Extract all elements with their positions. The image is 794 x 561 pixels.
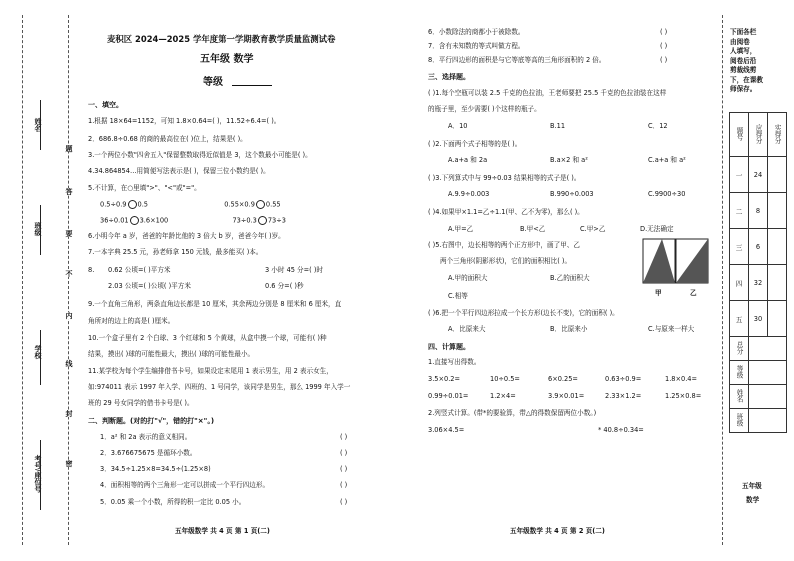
- choice-4: ( )4.如果甲×1.1=乙÷1.1(甲、乙不为零)，那么( )。: [428, 208, 584, 216]
- judge-4: 4．面积相等的两个三角形一定可以拼成一个平行四边形。: [100, 481, 270, 489]
- vertical-calc-2[interactable]: * 40.8÷0.34=: [598, 426, 644, 434]
- page-footer-left: 五年级数学 共 4 页 第 1 页(二): [175, 527, 270, 535]
- compare-circle[interactable]: [128, 200, 137, 209]
- compare-circle[interactable]: [130, 216, 139, 225]
- choice-1-option-a[interactable]: A．10: [448, 122, 468, 130]
- page-footer-right: 五年级数学 共 4 页 第 2 页(二): [510, 527, 605, 535]
- calc-1-2[interactable]: 10÷0.5=: [490, 375, 520, 383]
- class-row-label: [730, 409, 749, 433]
- figure-label-jia: 甲: [655, 289, 662, 297]
- question-11c: 班的 29 号女同学的借书卡号是( )。: [88, 399, 194, 407]
- name-field[interactable]: [40, 100, 41, 150]
- question-8b: 3 小时 45 分=( )时: [265, 266, 324, 274]
- question-11a: 11.某学校为每个学生编排借书卡号，如果设定末尾用 1 表示男生，用 2 表示女生，: [88, 367, 333, 375]
- judge-answer-3[interactable]: ( ): [340, 465, 348, 473]
- judge-6: 6．小数除法的商都小于被除数。: [428, 28, 525, 36]
- judge-answer-7[interactable]: ( ): [660, 42, 668, 50]
- row-score: 24: [749, 157, 768, 193]
- name-label: 姓名: [34, 118, 42, 132]
- judge-answer-1[interactable]: ( ): [340, 433, 348, 441]
- question-4: 4.34.864854…用简便写法表示是( )，保留三位小数约是( )。: [88, 167, 270, 175]
- sidebar-note: [730, 28, 763, 95]
- header-actual-score: [768, 113, 787, 157]
- compare-c: 0.55×0.9: [224, 200, 255, 209]
- class-row-text: 班级: [735, 412, 743, 427]
- exam-title: 麦积区 2024—2025 学年度第一学期教育教学质量监测试卷: [107, 34, 336, 44]
- row-score: 30: [749, 301, 768, 337]
- calc-1-1[interactable]: 3.5×0.2=: [428, 375, 461, 383]
- question-8d: 0.6 分=( )秒: [265, 282, 304, 290]
- note-line: 阅卷后沿: [730, 56, 757, 65]
- class-field[interactable]: [40, 205, 41, 255]
- question-11b: 如:974011 表示 1997 年入学、四班的、1 号同学，该同学是男生，那么 1999 年入学一: [88, 383, 351, 391]
- section-calc: 四、计算题。: [428, 343, 470, 351]
- choice-6: ( )6.把一个平行四边形拉成一个长方形(边长不变)，它的面积( )。: [428, 309, 619, 317]
- row-score: 32: [749, 265, 768, 301]
- choice-6-option-a[interactable]: A．比原来大: [448, 325, 486, 333]
- choice-1-option-c[interactable]: C．12: [648, 122, 668, 130]
- calc-2-5[interactable]: 1.25×0.8=: [665, 392, 702, 400]
- row-actual[interactable]: [768, 229, 787, 265]
- cut-mark-5: 内: [65, 312, 73, 319]
- judge-8: 8．平行四边形的面积是与它等底等高的三角形面积的 2 倍。: [428, 56, 606, 64]
- figure-label-yi: 乙: [690, 289, 697, 297]
- note-line: 由阅卷: [730, 37, 750, 46]
- school-label: 学校: [34, 345, 42, 359]
- choice-5b: 两个三角形(阴影形状)，它们的面积相比( )。: [440, 257, 572, 265]
- choice-2-option-b[interactable]: B.a×2 和 a²: [550, 156, 588, 164]
- header-text: 题号: [735, 126, 743, 141]
- compare-e: 36÷0.01: [100, 216, 129, 225]
- choice-3-option-c[interactable]: C.9900÷30: [648, 190, 686, 198]
- name-row-label: [730, 385, 749, 409]
- total-text: 总分: [735, 340, 743, 355]
- cut-mark-3: 要: [65, 230, 73, 237]
- sidebar-grade-line-1: 五年级: [742, 482, 762, 490]
- calc-2-1[interactable]: 0.99÷0.01=: [428, 392, 469, 400]
- header-text: 实得分: [773, 123, 781, 144]
- cut-mark-7: 封: [65, 410, 73, 417]
- choice-2-option-a[interactable]: A.a+a 和 2a: [448, 156, 488, 164]
- grade-label: 等级: [203, 77, 223, 88]
- grade-field[interactable]: [232, 85, 272, 86]
- grade-row-field[interactable]: [749, 361, 787, 385]
- seat-field[interactable]: [40, 440, 41, 510]
- exam-subject: 五年级 数学: [200, 54, 254, 65]
- total-label: [730, 337, 749, 361]
- choice-1b: 的瓶子里，至少需要( )个这样的瓶子。: [428, 105, 541, 113]
- calc-2-2[interactable]: 1.2×4=: [490, 392, 516, 400]
- judge-1: 1．a² 和 2a 表示的意义相同。: [100, 433, 192, 441]
- judge-answer-6[interactable]: ( ): [660, 28, 668, 36]
- note-line: 剪裁线剪: [730, 66, 757, 74]
- class-label: 班级: [34, 222, 42, 236]
- choice-2: ( )2.下面两个式子相等的是( )。: [428, 140, 522, 148]
- choice-6-option-b[interactable]: B．比原来小: [550, 325, 588, 333]
- question-1: 1.根据 18×64=1152，可知 1.8×0.64=( )，11.52÷6.4=( )。: [88, 117, 281, 125]
- judge-3: 3．34.5÷1.25×8=34.5÷(1.25×8): [100, 465, 211, 473]
- question-7: 7.一本字典 25.5 元，孙老师拿 150 元钱，最多能买( )本。: [88, 248, 263, 256]
- note-line: 人填写，: [730, 47, 757, 55]
- choice-5-option-a[interactable]: A.甲的面积大: [448, 274, 488, 282]
- compare-circle[interactable]: [258, 216, 267, 225]
- cut-mark-6: 线: [65, 360, 73, 367]
- calc-1-5[interactable]: 1.8×0.4=: [665, 375, 698, 383]
- choice-4-option-b[interactable]: B.甲<乙: [520, 225, 546, 233]
- compare-a: 0.5÷0.9: [100, 200, 127, 209]
- choice-3-option-b[interactable]: B.990÷0.003: [550, 190, 594, 198]
- judge-2: 2．3.676675675 是循环小数。: [100, 449, 197, 457]
- row-actual[interactable]: [768, 265, 787, 301]
- class-row-field[interactable]: [749, 409, 787, 433]
- compare-h: 73÷3: [267, 216, 286, 225]
- choice-5-option-c[interactable]: C.相等: [448, 292, 468, 300]
- name-row-text: 姓名: [735, 388, 743, 403]
- header-full-score: [749, 113, 768, 157]
- choice-5-option-b[interactable]: B.乙的面积大: [550, 274, 590, 282]
- calc-1-4[interactable]: 0.63÷0.9=: [605, 375, 642, 383]
- choice-4-option-c[interactable]: C.甲>乙: [580, 225, 606, 233]
- choice-5a: ( )5.右图中，边长相等的两个正方形中，画了甲、乙: [428, 241, 580, 249]
- header-question-no: [730, 113, 749, 157]
- judge-answer-2[interactable]: ( ): [340, 449, 348, 457]
- section-judge: 二、判断题。(对的打"√"，错的打"×"。): [88, 417, 215, 425]
- row-no: 三: [730, 229, 749, 265]
- calc-2-3[interactable]: 3.9×0.01=: [548, 392, 585, 400]
- question-5: 5.不计算，在○里填">"、"<"或"="。: [88, 184, 201, 192]
- calc-part-2: 2.列竖式计算。(带*的要验算，带△的得数保留两位小数。): [428, 409, 597, 417]
- row-actual[interactable]: [768, 301, 787, 337]
- choice-3-option-a[interactable]: A.9.9÷0.003: [448, 190, 490, 198]
- note-line: 下，在课教: [730, 75, 763, 84]
- question-3: 3.一个两位小数"四舍五入"保留整数取得近似值是 3，这个数最小可能是( )。: [88, 151, 312, 159]
- choice-1-option-b[interactable]: B.11: [550, 122, 566, 130]
- choice-3: ( )3.下列算式中与 99÷0.03 结果相等的式子是( )。: [428, 174, 581, 182]
- choice-4-option-d[interactable]: D.无法确定: [640, 225, 674, 233]
- judge-answer-5[interactable]: ( ): [340, 498, 348, 506]
- section-fill-in: 一、填空。: [88, 101, 123, 109]
- compare-d: 0.55: [265, 200, 281, 209]
- binding-line-2: [22, 15, 23, 545]
- cut-mark-8: 密: [65, 460, 73, 467]
- calc-1-3[interactable]: 6×0.25=: [548, 375, 578, 383]
- question-10b: 结果，摸出( )球的可能性最大，摸出( )球的可能性最小。: [88, 350, 255, 358]
- cut-mark-4: 不: [65, 270, 73, 277]
- row-actual[interactable]: [768, 157, 787, 193]
- choice-2-option-c[interactable]: C.a+a 和 a²: [648, 156, 686, 164]
- seat-label: 考号/座位号: [34, 455, 42, 493]
- sidebar-grade-line-2: 数学: [746, 496, 760, 504]
- total-field[interactable]: [749, 337, 787, 361]
- compare-g: 73÷0.3: [232, 216, 257, 225]
- section-choice: 三、选择题。: [428, 73, 470, 81]
- question-9a: 9.一个直角三角形，两条直角边长都是 10 厘米，其余两边分别是 8 厘米和 6 厘米，直: [88, 300, 342, 308]
- calc-2-4[interactable]: 2.33×1.2=: [605, 392, 642, 400]
- row-no: 一: [730, 157, 749, 193]
- question-6: 6.小明今年 a 岁，爸爸的年龄比他的 3 倍大 b 岁，爸爸今年( )岁。: [88, 232, 285, 240]
- compare-circle[interactable]: [256, 200, 265, 209]
- compare-row-1: [100, 200, 281, 209]
- row-no: 五: [730, 301, 749, 337]
- judge-7: 7．含有未知数的等式叫做方程。: [428, 42, 525, 50]
- question-8a: 0.62 公顷=( )平方米: [108, 266, 171, 274]
- question-2: 2．686.8÷0.68 的商的最高位在( )位上，结果是( )。: [88, 135, 247, 143]
- row-score: 6: [749, 229, 768, 265]
- row-no: 二: [730, 193, 749, 229]
- judge-5: 5．0.05 乘一个小数，所得的积一定比 0.05 小。: [100, 498, 246, 506]
- header-text: 应得分: [754, 123, 762, 144]
- cut-mark-2: 答: [65, 188, 73, 195]
- cut-mark-1: 题: [65, 145, 73, 152]
- choice-6-option-c[interactable]: C.与原来一样大: [648, 325, 695, 333]
- note-line: 下面各栏: [730, 28, 757, 36]
- triangle-figure: [642, 238, 710, 284]
- compare-f: 3.6×100: [139, 216, 169, 225]
- school-field[interactable]: [40, 330, 41, 385]
- judge-answer-8[interactable]: ( ): [660, 56, 668, 64]
- judge-answer-4[interactable]: ( ): [340, 481, 348, 489]
- choice-1a: ( )1.每个空瓶可以装 2.5 千克的色拉油，王老师要把 25.5 千克的色拉油装在这样: [428, 89, 667, 97]
- question-9b: 角所对的边上的高是( )厘米。: [88, 317, 175, 325]
- compare-row-2: [100, 216, 286, 225]
- row-score: 8: [749, 193, 768, 229]
- score-table: [729, 112, 787, 433]
- question-8-number: 8.: [88, 266, 95, 274]
- name-row-field[interactable]: [749, 385, 787, 409]
- note-line: 师保存。: [730, 85, 757, 93]
- calc-part-1: 1.直接写出得数。: [428, 358, 481, 366]
- choice-4-option-a[interactable]: A.甲=乙: [448, 225, 474, 233]
- grade-row-label: [730, 361, 749, 385]
- compare-b: 0.5: [137, 200, 148, 209]
- sidebar-cut-line: [722, 15, 723, 545]
- row-no: 四: [730, 265, 749, 301]
- grade-row-text: 等级: [735, 364, 743, 379]
- vertical-calc-1[interactable]: 3.06×4.5=: [428, 426, 465, 434]
- question-8c: 2.03 公顷=( )公顷( )平方米: [108, 282, 191, 290]
- row-actual[interactable]: [768, 193, 787, 229]
- question-10a: 10.一个盒子里有 2 个白球、3 个红球和 5 个黄球，从盒中摸一个球，可能有( )种: [88, 334, 327, 342]
